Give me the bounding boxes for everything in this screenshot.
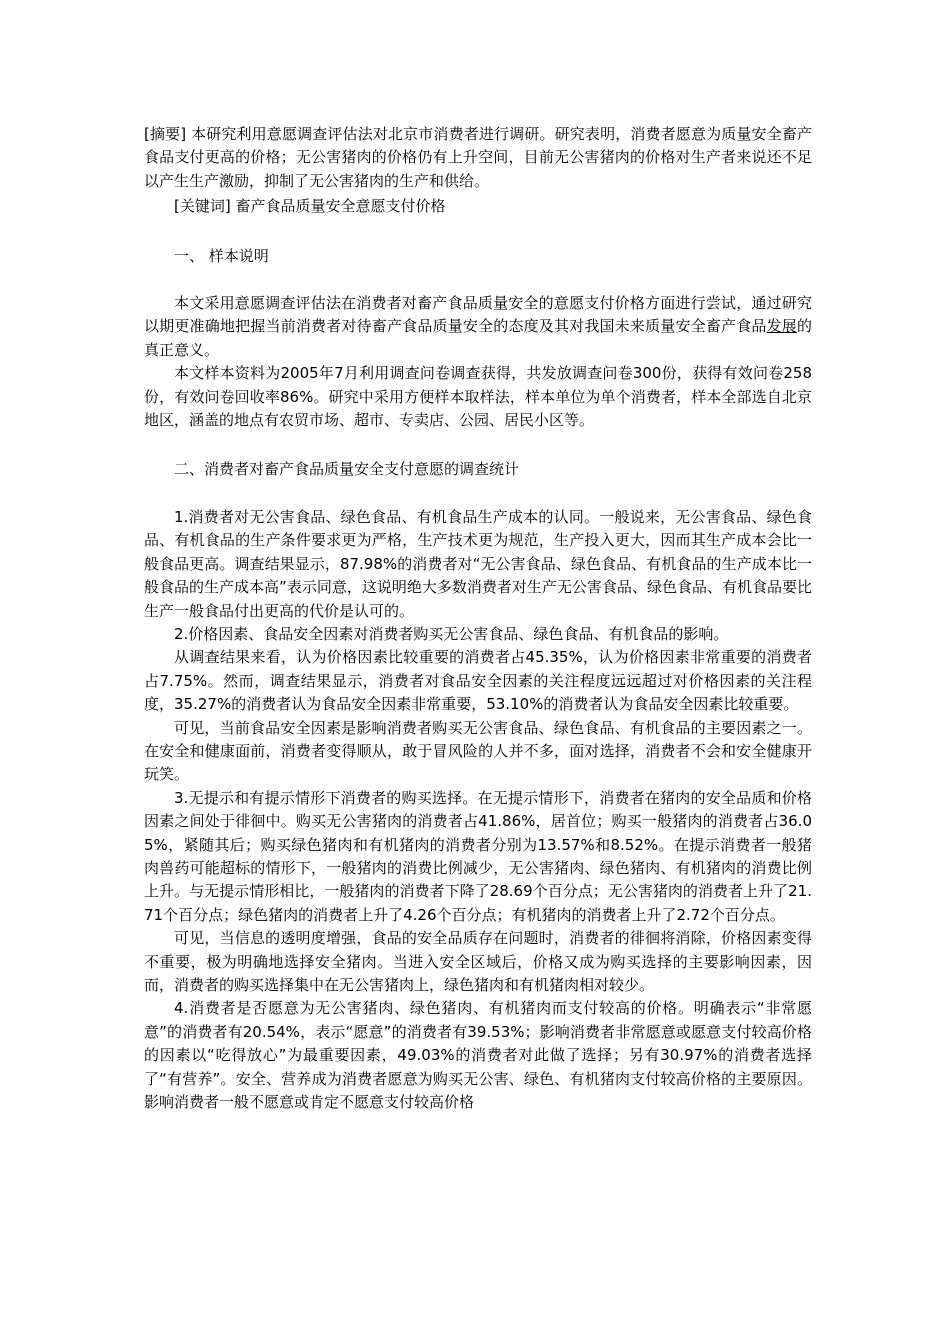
section-2-heading: 二、消费者对畜产食品质量安全支付意愿的调查统计 [174,460,520,479]
keywords-line: [关键词] 畜产食品质量安全意愿支付价格 [174,197,446,216]
development-link[interactable]: 发展 [766,317,797,336]
section-2-paragraph-4: 可见，当前食品安全因素是影响消费者购买无公害食品、绿色食品、有机食品的主要因素之一。在安全和健康面前，消费者变得顺从，敢于冒风险的人并不多，面对选择，消费者不会和安全健康开玩笑。 [144,718,812,784]
section-2-paragraph-1: 1.消费者对无公害食品、绿色食品、有机食品生产成本的认同。一般说来，无公害食品、绿色食品、有机食品的生产条件要求更为严格，生产技术更为规范，生产投入更大，因而其生产成本会比一般食品更高。调查结果显示，87.98%的消费者对“无公害食品、绿色食品、有机食品的生产成本比一般食品的生产成本高”表示同意，这说明绝大多数消费者对生产无公害食品、绿色食品、有机食品要比生产一般食品付出更高的代价是认可的。 [144,507,812,620]
section-2-paragraph-7: 4.消费者是否愿意为无公害猪肉、绿色猪肉、有机猪肉而支付较高的价格。明确表示“非常愿意”的消费者有20.54%，表示“愿意”的消费者有39.53%；影响消费者非常愿意或愿意支付较高价格的因素以“吃得放心”为最重要因素，49.03%的消费者对此做了选择；另有30.97%的消费者选择了“有营养”。安全、营养成为消费者愿意为购买无公害、绿色、有机猪肉支付较高价格的主要原因。影响消费者一般不愿意或肯定不愿意支付较高价格 [144,999,812,1112]
section-1-paragraph-1-text-b: 的真正意义。 [144,317,812,359]
section-1-paragraph-2: 本文样本资料为2005年7月利用调查问卷调查获得，共发放调查问卷300份，获得有效问卷258份，有效问卷回收率86%。研究中采用方便样本取样法，样本单位为单个消费者，样本全部选自北京地区，涵盖的地点有农贸市场、超市、专卖店、公园、居民小区等。 [144,364,812,430]
section-1-paragraph-1-text-a: 本文采用意愿调查评估法在消费者对畜产食品质量安全的意愿支付价格方面进行尝试，通过研究以期更准确地把握当前消费者对待畜产食品质量安全的态度及其对我国未来质量安全畜产食品 [144,294,812,336]
section-2-paragraph-3: 从调查结果来看，认为价格因素比较重要的消费者占45.35%，认为价格因素非常重要的消费者占7.75%。然而，调查结果显示，消费者对食品安全因素的关注程度远远超过对价格因素的关注程度，35.27%的消费者认为食品安全因素非常重要，53.10%的消费者认为食品安全因素比较重要。 [144,648,812,714]
section-1-paragraph-1 [144,292,812,362]
section-2-paragraph-5: 3.无提示和有提示情形下消费者的购买选择。在无提示情形下，消费者在猪肉的安全品质和价格因素之间处于徘徊中。购买无公害猪肉的消费者占41.86%，居首位；购买一般猪肉的消费者占36.05%，紧随其后；购买绿色猪肉和有机猪肉的消费者分别为13.57%和8.52%。在提示消费者一般猪肉兽药可能超标的情形下，一般猪肉的消费比例减少，无公害猪肉、绿色猪肉、有机猪肉的消费比例上升。与无提示情形相比，一般猪肉的消费者下降了28.69个百分点；无公害猪肉的消费者上升了21.71个百分点；绿色猪肉的消费者上升了4.26个百分点；有机猪肉的消费者上升了2.72个百分点。 [144,788,812,924]
abstract-paragraph: [摘要] 本研究利用意愿调查评估法对北京市消费者进行调研。研究表明，消费者愿意为质量安全畜产食品支付更高的价格；无公害猪肉的价格仍有上升空间，目前无公害猪肉的价格对生产者来说还不足以产生生产激励，抑制了无公害猪肉的生产和供给。 [144,125,812,190]
document-body [144,123,812,1114]
section-2-paragraph-6: 可见，当信息的透明度增强，食品的安全品质存在问题时，消费者的徘徊将消除，价格因素变得不重要，极为明确地选择安全猪肉。当进入安全区域后，价格又成为购买选择的主要影响因素，因而，消费者的购买选择集中在无公害猪肉上，绿色猪肉和有机猪肉相对较少。 [144,929,812,994]
section-1-heading: 一、 样本说明 [174,246,269,265]
section-2-paragraph-2: 2.价格因素、食品安全因素对消费者购买无公害食品、绿色食品、有机食品的影响。 [174,624,729,643]
